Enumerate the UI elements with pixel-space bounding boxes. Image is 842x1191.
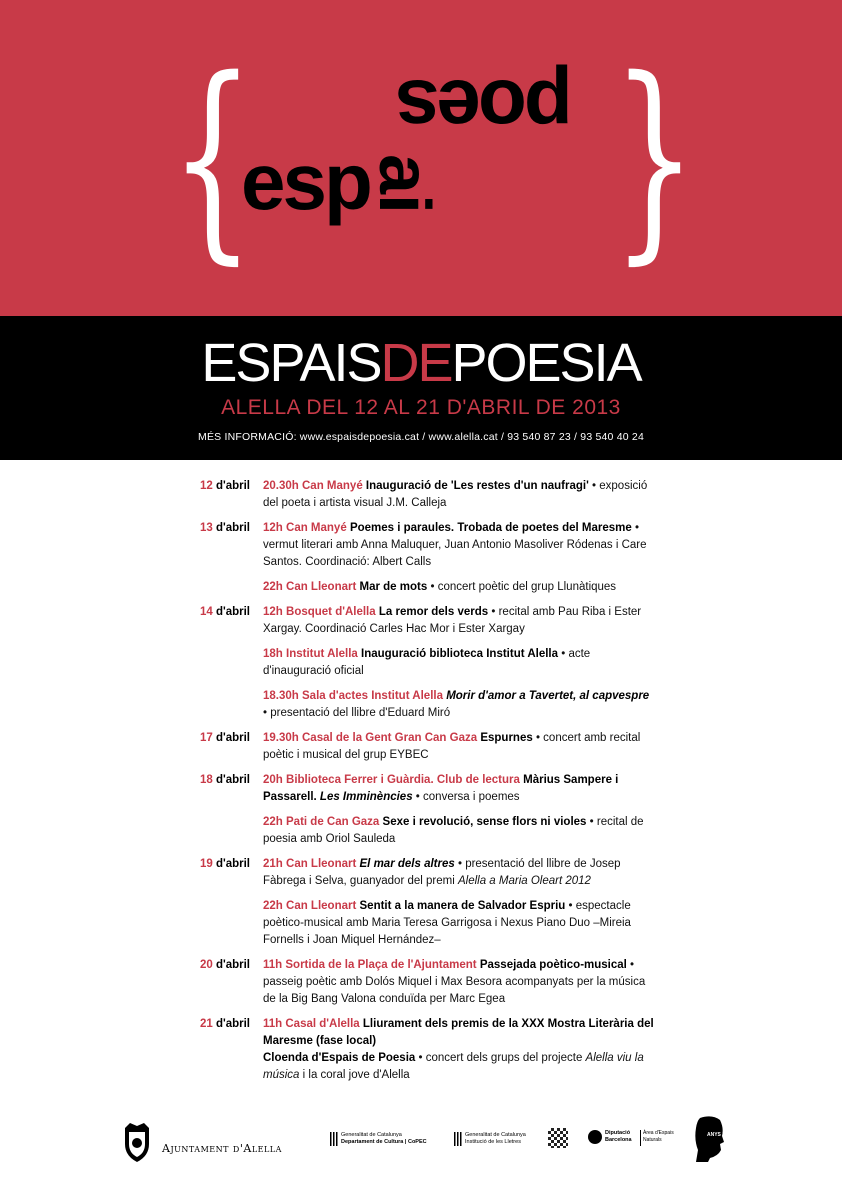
any-espriu-head-icon <box>694 1114 741 1162</box>
gen2-line2: Institució de les Lletres <box>465 1139 521 1145</box>
event-title-italic: Les Imminències <box>319 791 413 803</box>
title-part-poesia: POESIA <box>451 333 641 393</box>
diputacio-separator <box>640 1130 641 1146</box>
event-description: vermut literari amb Anna Maluquer, Juan Antonio Masoliver Ródenas i Care Santos. Coordinació: Albert Calls <box>263 539 647 568</box>
event-description: presentació del llibre d'Eduard Miró <box>270 707 451 719</box>
event-time-place: 11h Sortida de la Plaça de l'Ajuntament <box>263 959 477 971</box>
program-day <box>186 856 656 949</box>
program-list <box>186 478 656 1092</box>
event-time-place: 18.30h Sala d'actes Institut Alella <box>263 690 443 702</box>
title-part-de: DE <box>380 333 452 393</box>
diputacio-emblem-icon <box>588 1130 602 1144</box>
program-event: 22h Pati de Can Gaza Sexe i revolució, sense flors ni violes • recital de poesia amb Oriol Sauleda <box>263 816 644 845</box>
program-day <box>186 1016 656 1084</box>
program-event: 11h Sortida de la Plaça de l'Ajuntament Passejada poètico-musical • passeig poètic amb Dolós Miquel i Max Besora acompanyats per la música de la Big Bang Valona conduïda per Marc Egea <box>263 959 646 1005</box>
program-event: 20.30h Can Manyé Inauguració de 'Les restes d'un naufragi' • exposició del poeta i artista visual J.M. Calleja <box>263 480 648 509</box>
any-espriu-label: ANYS ESPRIU <box>707 1132 741 1138</box>
event-time-place: 19.30h Casal de la Gent Gran Can Gaza <box>263 732 478 744</box>
event-title-italic: El mar dels altres <box>359 858 455 870</box>
generalitat-cultura-logo <box>330 1132 430 1152</box>
day-number: 17 <box>199 732 213 744</box>
diputacio-area <box>643 1130 674 1144</box>
day-label <box>186 478 250 495</box>
program-day <box>186 520 656 596</box>
event-description: exposició del poeta i artista visual J.M. Calleja <box>263 480 648 509</box>
day-label <box>186 1016 250 1033</box>
event-time-place: 22h Can Lleonart <box>263 900 357 912</box>
program-event: 18.30h Sala d'actes Institut Alella Morir d'amor a Tavertet, al capvespre • presentació del llibre d'Eduard Miró <box>263 690 650 719</box>
event-description: presentació del llibre de Josep Fàbrega i Selva, guanyador del premi <box>263 858 621 887</box>
festival-title <box>0 333 842 393</box>
event-time-place: 11h Casal d'Alella <box>263 1018 360 1030</box>
day-month: d'abril <box>215 858 250 870</box>
event-description: espectacle poètico-musical amb Maria Teresa Garrigosa i Nexus Piano Duo –Mireia Fornells i Joan Miquel Hernández– <box>263 900 631 946</box>
gen1-copec: CoPEC <box>407 1139 427 1145</box>
event-title: La remor dels verds <box>378 606 489 618</box>
event-description: concert dels grups del projecte <box>425 1052 583 1064</box>
event-title: Passejada poètico-musical <box>479 959 627 971</box>
event-title: Inauguració biblioteca Institut Alella <box>361 648 559 660</box>
program-event: 19.30h Casal de la Gent Gran Can Gaza Espurnes • concert amb recital poètic i musical del grup EYBEC <box>263 732 641 761</box>
ajuntament-logo <box>120 1120 300 1166</box>
event-description: concert poètic del grup Llunàtiques <box>437 581 617 593</box>
day-number: 12 <box>199 480 213 492</box>
festival-dates: ALELLA DEL 12 AL 21 D'ABRIL DE 2013 <box>221 396 621 419</box>
title-band <box>0 316 842 460</box>
diputacio-line1: Diputació <box>605 1130 631 1136</box>
program-day <box>186 604 656 722</box>
event-title: Sexe i revolució, sense flors ni violes <box>382 816 587 828</box>
event-time-place: 20h Biblioteca Ferrer i Guàrdia. Club de lectura <box>263 774 520 786</box>
day-label <box>186 520 250 537</box>
day-label <box>186 957 250 974</box>
program-day <box>186 772 656 848</box>
day-number: 14 <box>199 606 213 618</box>
ajuntament-emblem-icon <box>120 1120 154 1164</box>
day-month: d'abril <box>215 522 250 534</box>
gen1-line2: Departament de Cultura | CoPEC <box>341 1139 427 1145</box>
event-time-place: 18h Institut Alella <box>263 648 358 660</box>
event-time-place: 12h Bosquet d'Alella <box>263 606 376 618</box>
day-month: d'abril <box>215 959 250 971</box>
qr-code-icon <box>548 1128 568 1148</box>
day-label <box>186 856 250 873</box>
day-label <box>186 772 250 789</box>
diputacio-area-2: Naturals <box>643 1137 662 1143</box>
ajuntament-name: Ajuntament d'Alella <box>162 1142 282 1155</box>
event-description-italic: Alella a Maria Oleart 2012 <box>457 875 591 887</box>
program-event: 20h Biblioteca Ferrer i Guàrdia. Club de lectura Màrius Sampere i Passarell. Les Imminències • conversa i poemes <box>263 774 619 803</box>
event-title: Poemes i paraules. Trobada de poetes del Maresme <box>349 522 632 534</box>
day-month: d'abril <box>215 774 250 786</box>
event-time-place: 21h Can Lleonart <box>263 858 357 870</box>
close-brace: } <box>612 32 697 283</box>
open-brace: { <box>170 32 255 283</box>
day-label <box>186 604 250 621</box>
logo-word-poes: poes <box>398 64 573 153</box>
program-event: 18h Institut Alella Inauguració biblioteca Institut Alella • acte d'inauguració oficial <box>263 648 591 677</box>
generalitat-lletres-logo <box>454 1132 554 1152</box>
event-description: passeig poètic amb Dolós Miquel i Max Besora acompanyats per la música de la Big Bang Valona conduïda per Marc Egea <box>263 976 646 1005</box>
day-number: 21 <box>199 1018 213 1030</box>
generalitat-bars-icon <box>454 1132 462 1146</box>
hero-banner <box>0 0 842 316</box>
diputacio-logo <box>588 1130 674 1150</box>
title-part-espais: ESPAIS <box>201 333 381 393</box>
event-time-place: 12h Can Manyé <box>263 522 347 534</box>
event-description-italic: Alella viu la música <box>263 1052 644 1081</box>
event-title-italic: Morir d'amor a Tavertet, al capvespre <box>446 690 650 702</box>
event-description: concert amb recital poètic i musical del grup EYBEC <box>263 732 641 761</box>
event-time-place: 22h Can Lleonart <box>263 581 357 593</box>
event-description: conversa i poemes <box>423 791 520 803</box>
event-title: Espurnes <box>480 732 533 744</box>
day-month: d'abril <box>215 480 250 492</box>
day-month: d'abril <box>215 1018 250 1030</box>
event-description: recital de poesia amb Oriol Sauleda <box>263 816 644 845</box>
event-title: Màrius Sampere i Passarell. <box>263 774 619 803</box>
program-event: 22h Can Lleonart Sentit a la manera de Salvador Espriu • espectacle poètico-musical amb Maria Teresa Garrigosa i Nexus Piano Duo –Mireia Fornells i Joan Miquel Hernández– <box>263 900 631 946</box>
day-label <box>186 730 250 747</box>
event-description-end: i la coral jove d'Alella <box>302 1069 410 1081</box>
program-event: 12h Can Manyé Poemes i paraules. Trobada de poetes del Maresme • vermut literari amb Anna Maluquer, Juan Antonio Masoliver Ródenas i Care Santos. Coordinació: Albert Calls <box>263 522 647 568</box>
program-event: 11h Casal d'Alella Lliurament dels premis de la XXX Mostra Literària del Maresme (fase local) Cloenda d'Espais de Poesia • concert dels grups del projecte Alella viu la música i la coral jove d'Alella <box>263 1018 654 1081</box>
event-description: acte d'inauguració oficial <box>263 648 591 677</box>
logo-word-ai: ai <box>364 153 445 215</box>
day-month: d'abril <box>215 606 250 618</box>
day-number: 13 <box>199 522 213 534</box>
event-time-place: 20.30h Can Manyé <box>263 480 363 492</box>
program-day <box>186 730 656 764</box>
program-event: 22h Can Lleonart Mar de mots • concert poètic del grup Llunàtiques <box>263 581 617 593</box>
program-event: 12h Bosquet d'Alella La remor dels verds • recital amb Pau Riba i Ester Xargay. Coordinació Carles Hac Mor i Ester Xargay <box>263 606 642 635</box>
program-day <box>186 478 656 512</box>
event-time-place: 22h Pati de Can Gaza <box>263 816 380 828</box>
event-description: recital amb Pau Riba i Ester Xargay. Coordinació Carles Hac Mor i Ester Xargay <box>263 606 642 635</box>
logo-word-esp: esp <box>241 137 370 226</box>
program-day <box>186 957 656 1008</box>
gen1-dept: Departament de Cultura <box>341 1139 404 1145</box>
day-month: d'abril <box>215 732 250 744</box>
day-number: 19 <box>199 858 213 870</box>
event-title-2: Cloenda d'Espais de Poesia <box>263 1052 416 1064</box>
event-title: Sentit a la manera de Salvador Espriu <box>359 900 566 912</box>
diputacio-area-1: Àrea d'Espais <box>643 1130 674 1136</box>
day-number: 18 <box>199 774 213 786</box>
event-title: Lliurament dels premis de la XXX Mostra Literària del Maresme (fase local) <box>263 1018 654 1047</box>
day-number: 20 <box>199 959 213 971</box>
contact-info: MÉS INFORMACIÓ: www.espaisdepoesia.cat / www.alella.cat / 93 540 87 23 / 93 540 40 24 <box>198 431 644 443</box>
sponsor-footer <box>0 1110 842 1180</box>
event-title: Mar de mots <box>359 581 428 593</box>
program-event: 21h Can Lleonart El mar dels altres • presentació del llibre de Josep Fàbrega i Selva, guanyador del premi Alella a Maria Oleart 2012 <box>263 858 621 887</box>
diputacio-line2: Barcelona <box>605 1137 632 1143</box>
generalitat-bars-icon <box>330 1132 338 1146</box>
gen2-line1: Generalitat de Catalunya <box>465 1132 526 1138</box>
gen1-line1: Generalitat de Catalunya <box>341 1132 402 1138</box>
event-title: Inauguració de 'Les restes d'un naufragi' <box>365 480 589 492</box>
